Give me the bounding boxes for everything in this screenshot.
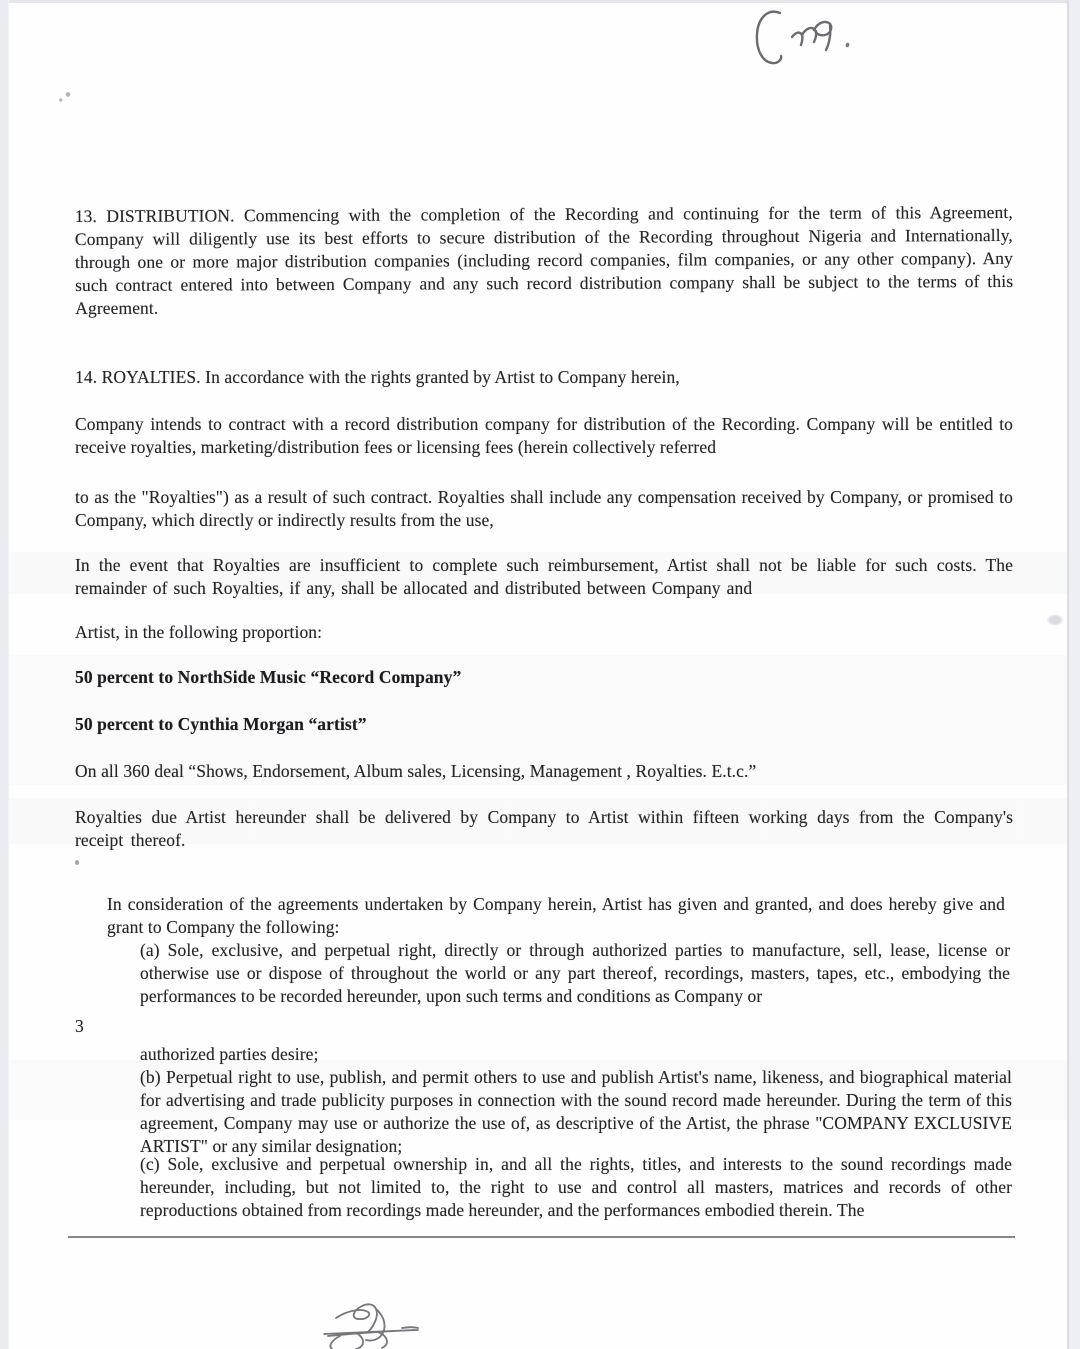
scan-edge-left xyxy=(0,0,9,1349)
royalty-split-record-company: 50 percent to NorthSide Music “Record Company” xyxy=(75,667,462,687)
royalty-split-artist: 50 percent to Cynthia Morgan “artist” xyxy=(75,714,367,734)
scan-smudge-right-margin xyxy=(1046,614,1064,626)
royalties-payment-terms: Royalties due Artist hereunder shall be delivered by Company to Artist within fifteen working days from the Company's receipt thereof. xyxy=(75,807,1013,850)
clause-14-royalties-heading: 14. ROYALTIES. In accordance with the rights granted by Artist to Company herein, xyxy=(75,367,680,387)
royalties-paragraph-2: to as the "Royalties") as a result of such contract. Royalties shall include any compensation received by Company, or promised to Company, which directly or indirectly results from the use, xyxy=(75,487,1013,530)
deal-360-line: On all 360 deal “Shows, Endorsement, Album sales, Licensing, Management , Royalties. E.t.c.” xyxy=(75,761,757,781)
clause-13-distribution: 13. DISTRIBUTION. Commencing with the completion of the Recording and continuing for the term of this Agreement, Company will diligently use its best efforts to secure distribution of the Recording throughout Nigeria and Internationally, through one or more major distribution companies (including record companies, film companies, or any other company). Any such contract entered into between Company and any such record distribution company shall be subject to the terms of this Agreement. xyxy=(74,201,1014,319)
scan-smudge-top-left xyxy=(56,92,72,102)
royalties-paragraph-3: In the event that Royalties are insufficient to complete such reimbursement, Artist shall not be liable for such costs. The remainder of such Royalties, if any, shall be allocated and distributed between Company and xyxy=(75,555,1013,598)
consideration-intro: In consideration of the agreements undertaken by Company herein, Artist has given and granted, and does hereby give and grant to Company the following: xyxy=(107,894,1005,937)
scan-smudge-mid-left xyxy=(75,860,79,865)
proportion-intro-line: Artist, in the following proportion: xyxy=(75,622,323,642)
royalties-paragraph-1: Company intends to contract with a record distribution company for distribution of the Recording. Company will be entitled to receive royalties, marketing/distribution fees or licensing fees (herein collectively referred xyxy=(75,414,1013,457)
handwritten-initials-cm xyxy=(750,4,875,70)
grant-item-a-continued: authorized parties desire; xyxy=(140,1044,319,1064)
page-number: 3 xyxy=(75,1016,84,1036)
grant-item-c: (c) Sole, exclusive and perpetual ownership in, and all the rights, titles, and interests to the sound recordings made hereunder, including, but not limited to, the right to use and control all masters, matrices and records of other reproductions obtained from recordings made hereunder, and the performances embodied therein. The xyxy=(140,1154,1012,1220)
scan-edge-top xyxy=(0,0,1080,3)
footer-horizontal-rule xyxy=(68,1236,1015,1238)
grant-item-b: (b) Perpetual right to use, publish, and permit others to use and publish Artist's name, likeness, and biographical material for advertising and trade publicity purposes in connection with the sound record made hereunder. During the term of this agreement, Company may use or authorize the use of, as descriptive of the Artist, the phrase "COMPANY EXCLUSIVE ARTIST" or any similar designation; xyxy=(140,1067,1012,1156)
grant-item-a: (a) Sole, exclusive, and perpetual right, directly or through authorized parties to manufacture, sell, lease, license or otherwise use or dispose of throughout the world or any part thereof, recordings, masters, tapes, etc., embodying the performances to be recorded hereunder, upon such terms and conditions as Company or xyxy=(140,940,1010,1006)
signature-scribble xyxy=(318,1300,430,1349)
scan-edge-right xyxy=(1067,0,1080,1349)
